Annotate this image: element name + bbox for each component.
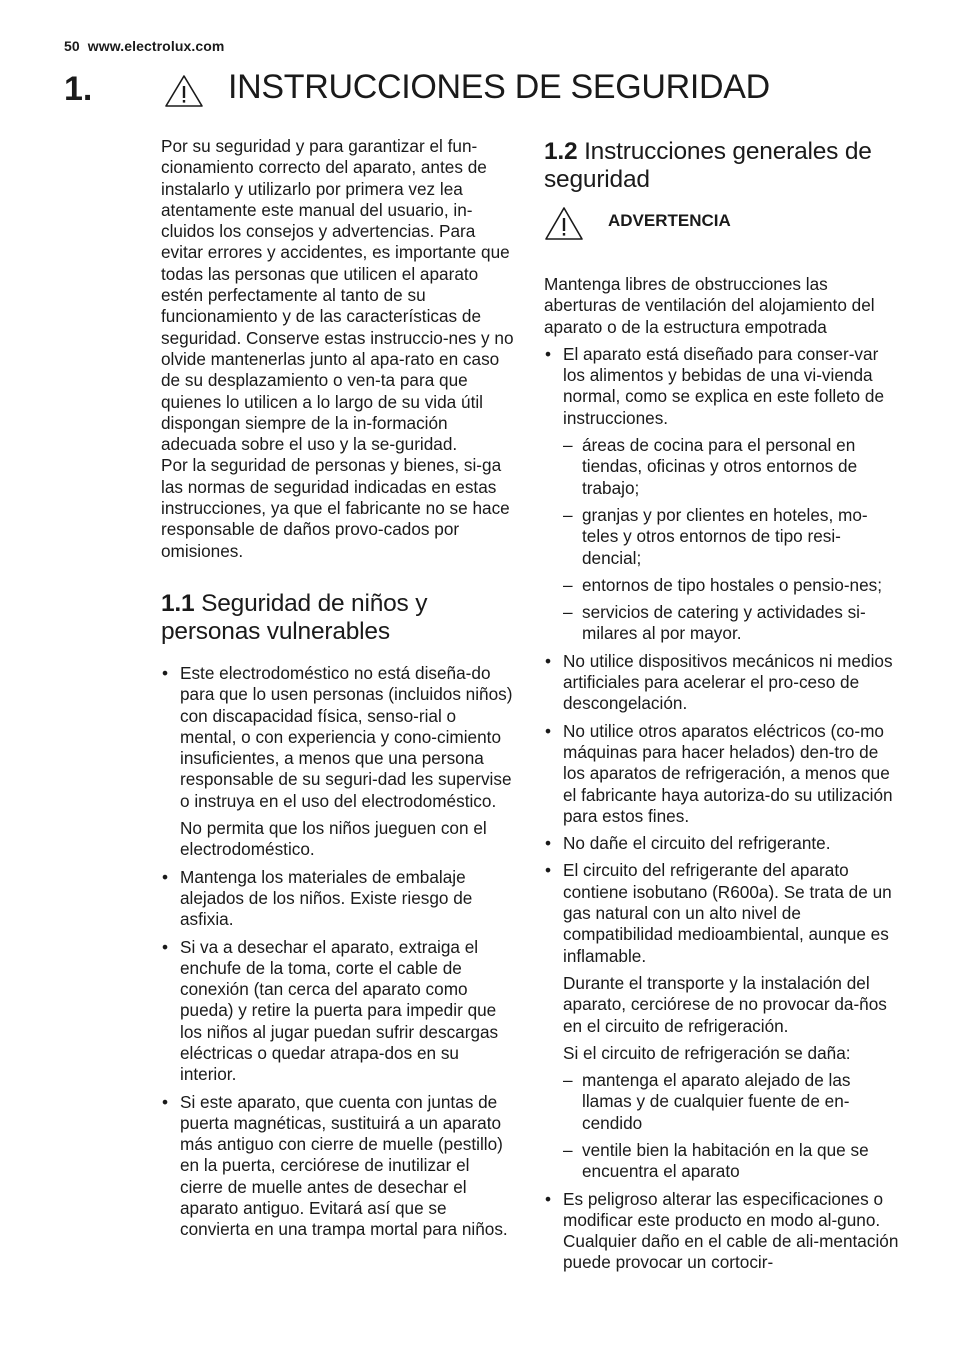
list-item-subparagraph: No permita que los niños jueguen con el electrodoméstico.: [180, 818, 487, 860]
chapter-title: INSTRUCCIONES DE SEGURIDAD: [228, 68, 770, 106]
list-item: [161, 1092, 516, 1241]
list-item-text: Si este aparato, que cuenta con juntas de puerta magnéticas, sustituirá a un aparato más antiguo con cierre de muelle (pestillo) en la puerta, cerciórese de inutilizar el cierre de muelle antes de desechar el aparato antiguo. Evitará así que se convierta en una trampa mortal para niños.: [180, 1091, 508, 1240]
warning-triangle-icon: [544, 206, 584, 242]
list-item-text: El aparato está diseñado para conser-var los alimentos y bebidas de una vi-vienda normal, como se explica en este folleto de instrucciones.: [563, 343, 885, 428]
list-item: [544, 721, 900, 827]
list-item: [544, 1189, 900, 1274]
list-item: [161, 663, 516, 861]
dash-list: [563, 1070, 900, 1182]
list-item: [544, 344, 900, 645]
dash-item: – áreas de cocina para el personal en tiendas, oficinas y otros entornos de trabajo;: [563, 435, 900, 499]
warning-callout: [544, 206, 900, 260]
site-url: www.electrolux.com: [87, 38, 225, 54]
dash-item: – granjas y por clientes en hoteles, mo-teles y otros entornos de tipo resi-dencial;: [563, 505, 900, 569]
section-number: 1.2: [544, 138, 578, 165]
section-number: 1.1: [161, 589, 195, 617]
list-item-text: El circuito del refrigerante del aparato contiene isobutano (R600a). Se trata de un gas natural con un alto nivel de compatibilidad medioambiental, aunque es inflamable.: [563, 860, 892, 966]
section-1-1-heading: [161, 590, 516, 646]
list-item-text: No dañe el circuito del refrigerante.: [563, 833, 831, 854]
list-item: [544, 833, 900, 854]
right-column: [544, 136, 900, 1280]
warning-label: ADVERTENCIA: [608, 211, 731, 230]
section-1-2-heading: [544, 138, 900, 194]
intro-paragraph-1: Por su seguridad y para garantizar el fun-cionamiento correcto del aparato, antes de instalarlo y utilizarlo por primera vez lea atentamente este manual del usuario, in-cluidos los consejos y advertencias. Para evitar errores y accidentes, es importante que todas las personas que utilicen el aparato estén perfectamente al tanto de su funcionamiento y de las características de seguridad. Conserve estas instruccio-nes y no olvide mantenerlas junto al apa-rato en caso de su desplazamiento o ven-ta para que quienes lo utilicen a lo largo de su vida útil dispongan siempre de la in-formación adecuada sobre el uso y la se-guridad.: [161, 136, 514, 455]
list-item: [544, 860, 900, 1182]
dash-item: – servicios de catering y actividades si-milares al por mayor.: [563, 602, 900, 645]
dash-item: – mantenga el aparato alejado de las llamas y de cualquier fuente de en-cendido: [563, 1070, 900, 1134]
list-item-subparagraph: Durante el transporte y la instalación del aparato, cerciórese de no provocar da-ños en el circuito de refrigeración.: [563, 972, 887, 1036]
list-item-text: Si va a desechar el aparato, extraiga el enchufe de la toma, corte el cable de conexión (tan cerca del aparato como pueda) y retire la puerta para impedir que los niños al jugar puedan sufrir descargas eléctricas o quedar atrapa-dos en su interior.: [180, 936, 499, 1085]
list-item-text: No utilice dispositivos mecánicos ni medios artificiales para acelerar el pro-ceso de descongelación.: [563, 650, 893, 714]
warning-text: Mantenga libres de obstrucciones las aberturas de ventilación del alojamiento del aparato o de la estructura empotrada: [544, 274, 875, 337]
list-item-text: Este electrodoméstico no está diseña-do para que lo usen personas (incluidos niños) con discapacidad física, senso-rial o mental, o con experiencia y cono-cimiento insuficientes, a menos que una persona responsable de su seguri-dad les supervise o instruya en el uso del electrodoméstico.: [180, 662, 513, 811]
intro-paragraph-2: Por la seguridad de personas y bienes, si-ga las normas de seguridad indicadas en estas instrucciones, ya que el fabricante no se hace responsable de daños provo-cados por omisiones.: [161, 455, 510, 561]
page-number: 50: [64, 38, 80, 54]
left-column: [161, 136, 516, 1247]
dash-item: – ventile bien la habitación en la que se encuentra el aparato: [563, 1140, 900, 1183]
warning-triangle-icon: [164, 74, 204, 108]
list-item: [161, 937, 516, 1086]
list-item-subparagraph: Si el circuito de refrigeración se daña:: [563, 1042, 851, 1063]
list-item-text: Es peligroso alterar las especificaciones o modificar este producto en modo al-guno. Cualquier daño en el cable de ali-mentación puede provocar un cortocir-: [563, 1188, 899, 1273]
section-title: Instrucciones generales de seguridad: [544, 138, 872, 193]
general-safety-list: [544, 344, 900, 1274]
section-title: Seguridad de niños y personas vulnerables: [161, 589, 428, 645]
children-safety-list: [161, 663, 516, 1241]
list-item: [544, 651, 900, 715]
chapter-heading: [64, 66, 924, 116]
page-header: [64, 38, 224, 54]
dash-list: [563, 435, 900, 645]
dash-item: – entornos de tipo hostales o pensio-nes;: [563, 575, 900, 596]
chapter-number: 1.: [64, 70, 93, 108]
list-item-text: No utilice otros aparatos eléctricos (co-mo máquinas para hacer helados) den-tro de los aparatos de refrigeración, a menos que el fabricante haya autoriza-do su utilización para estos fines.: [563, 720, 893, 826]
list-item-text: Mantenga los materiales de embalaje alejados de los niños. Existe riesgo de asfixia.: [180, 866, 473, 930]
list-item: [161, 867, 516, 931]
